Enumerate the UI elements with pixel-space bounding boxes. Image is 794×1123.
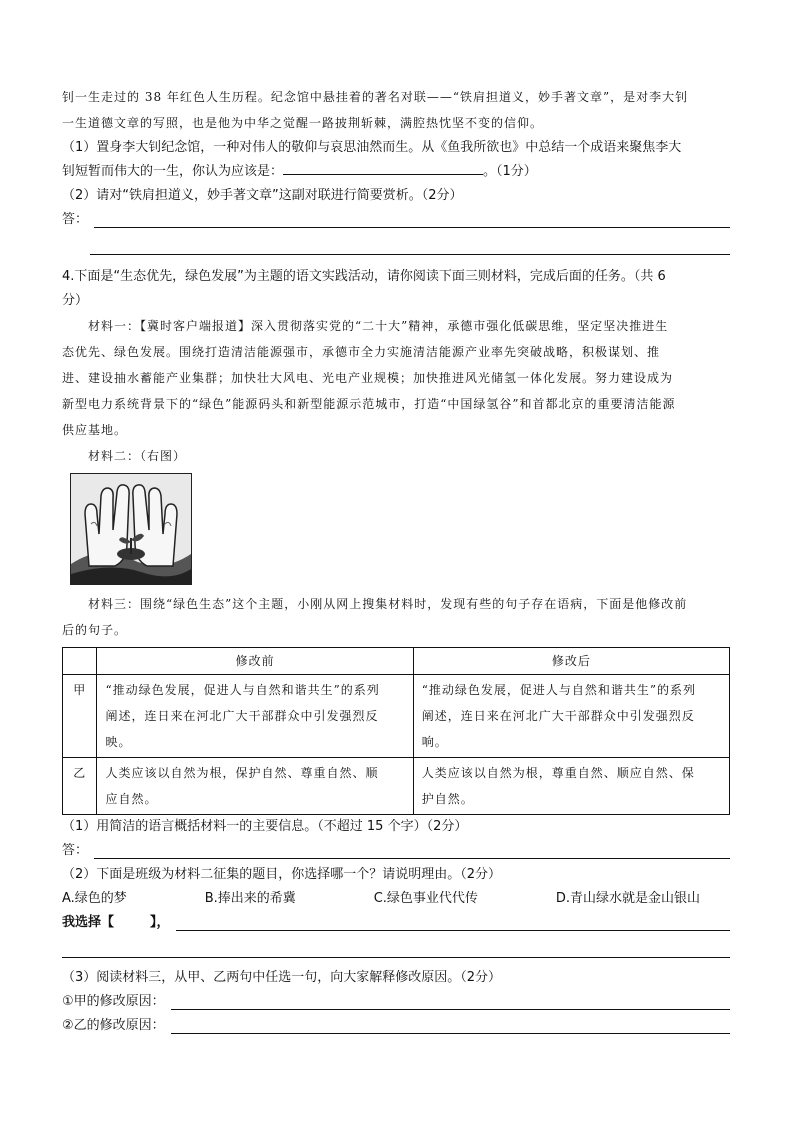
choice-b[interactable]: B.捧出来的希冀	[204, 891, 296, 906]
material1-line1: 材料一：【冀时客户端报道】深入贯彻落实党的“二十大”精神，承德市强化低碳思维，坚定坚决推进生	[88, 319, 669, 333]
hands-holding-sprout-icon	[71, 474, 191, 584]
material3-line1: 材料三：围绕“绿色生态”这个主题，小刚从网上搜集材料时，发现有些的句子存在语病，下面是他修改前	[88, 597, 688, 611]
q4-sub1-answer-label: 答：	[62, 843, 89, 858]
intro-line-1: 钊一生走过的 38 年红色人生历程。纪念馆中悬挂着的著名对联——“铁肩担道义，妙手著文章”，是对李大钊	[62, 90, 689, 104]
yi-after-line: 人类应该以自然为根，尊重自然、顺应自然、保	[421, 766, 695, 780]
header-after: 修改后	[413, 648, 729, 675]
q4-sub2-answer-line-1[interactable]	[176, 916, 730, 931]
reason-jia-row	[62, 990, 730, 1014]
table-row-jia	[63, 675, 730, 758]
yi-before-line: 应自然。	[105, 792, 158, 806]
yi-after-line: 护自然。	[421, 792, 474, 806]
q3-sub1-suffix: 。（1分）	[483, 164, 537, 179]
q3-sub1-blank[interactable]	[283, 160, 483, 175]
material2-label: 材料二：（右图）	[88, 449, 187, 463]
jia-after-line: 响。	[421, 735, 448, 749]
reason-yi-row	[62, 1014, 730, 1038]
choose-prefix: 我选择【	[62, 915, 115, 930]
q4-sub1: （1）用简洁的语言概括材料一的主要信息。（不超过 15 个字）（2分）	[62, 819, 468, 834]
material2-illustration	[70, 473, 192, 585]
jia-after	[413, 675, 729, 758]
q4-sub2: （2）下面是班级为材料二征集的题目，你选择哪一个？请说明理由。（2分）	[62, 867, 502, 882]
q3-sub1-line2	[62, 160, 730, 184]
yi-after	[413, 758, 729, 815]
jia-before-line: 映。	[105, 735, 132, 749]
choice-c[interactable]: C.绿色事业代代传	[373, 891, 478, 906]
exam-page	[62, 84, 730, 1038]
q4-sub1-answer-row	[62, 839, 730, 863]
yi-before-line: 人类应该以自然为根，保护自然、尊重自然、顺	[105, 766, 379, 780]
q3-answer-line-2[interactable]	[90, 232, 730, 255]
q3-answer-row	[62, 208, 730, 232]
header-before: 修改前	[97, 648, 413, 675]
jia-after-line: 阐述，连日来在河北广大干部群众中引发强烈反	[421, 709, 695, 723]
yi-before	[97, 758, 413, 815]
jia-before-line: 阐述，连日来在河北广大干部群众中引发强烈反	[105, 709, 379, 723]
q3-sub2: （2）请对“铁肩担道义，妙手著文章”这副对联进行简要赏析。（2分）	[62, 188, 463, 203]
q3-sub1-prefix: 钊短暂而伟大的一生，你认为应该是：	[62, 164, 284, 179]
choose-suffix: 】，	[150, 915, 170, 930]
choice-a[interactable]: A.绿色的梦	[62, 891, 127, 906]
reason-jia-label: ①甲的修改原因：	[62, 994, 165, 1009]
q4-heading-line2: 分）	[62, 293, 89, 308]
choice-d[interactable]: D.青山绿水就是金山银山	[555, 891, 700, 906]
q4-choices	[62, 887, 730, 911]
q3-sub1-line1: （1）置身李大钊纪念馆，一种对伟人的敬仰与哀思油然而生。从《鱼我所欲也》中总结一个成语来聚焦李大	[62, 140, 682, 155]
material1-line5: 供应基地。	[62, 423, 128, 437]
revision-table-header	[63, 648, 730, 675]
intro-line-2: 一生道德文章的写照，也是他为中华之觉醒一路披荆斩棘，满腔热忱坚不变的信仰。	[62, 116, 544, 130]
reason-yi-line[interactable]	[171, 1019, 730, 1034]
q3-answer-line-1[interactable]	[94, 213, 730, 228]
reason-yi-label: ②乙的修改原因：	[62, 1018, 165, 1033]
table-row-yi	[63, 758, 730, 815]
q4-sub2-answer-row	[62, 911, 730, 935]
revision-table	[62, 647, 730, 815]
material1-line2: 态优先、绿色发展。围绕打造清洁能源强市，承德市全力实施清洁能源产业率先突破战略，积极谋划、推	[62, 345, 661, 359]
material1-line3: 进、建设抽水蓄能产业集群；加快壮大风电、光电产业规模；加快推进风光储氢一体化发展。努力建设成为	[62, 371, 674, 385]
q4-heading-line1: 4.下面是“生态优先，绿色发展”为主题的语文实践活动，请你阅读下面三则材料，完成后面的任务。（共 6	[62, 269, 666, 284]
row-label-jia: 甲	[63, 675, 97, 758]
q3-answer-label: 答：	[62, 212, 89, 227]
q4-sub1-answer-line[interactable]	[94, 844, 730, 859]
reason-jia-line[interactable]	[171, 995, 730, 1010]
material3-line2: 后的句子。	[62, 623, 128, 637]
q4-sub3: （3）阅读材料三，从甲、乙两句中任选一句，向大家解释修改原因。（2分）	[62, 970, 502, 985]
jia-before-line: “推动绿色发展，促进人与自然和谐共生”的系列	[105, 683, 380, 697]
q4-sub2-answer-line-2[interactable]	[62, 935, 730, 958]
jia-after-line: “推动绿色发展，促进人与自然和谐共生”的系列	[421, 683, 696, 697]
material1-line4: 新型电力系统背景下的“绿色”能源码头和新型能源示范城市，打造“中国绿氢谷”和首都北京的重要清洁能源	[62, 397, 676, 411]
jia-before	[97, 675, 413, 758]
row-label-yi: 乙	[63, 758, 97, 815]
header-empty-cell	[63, 648, 97, 675]
